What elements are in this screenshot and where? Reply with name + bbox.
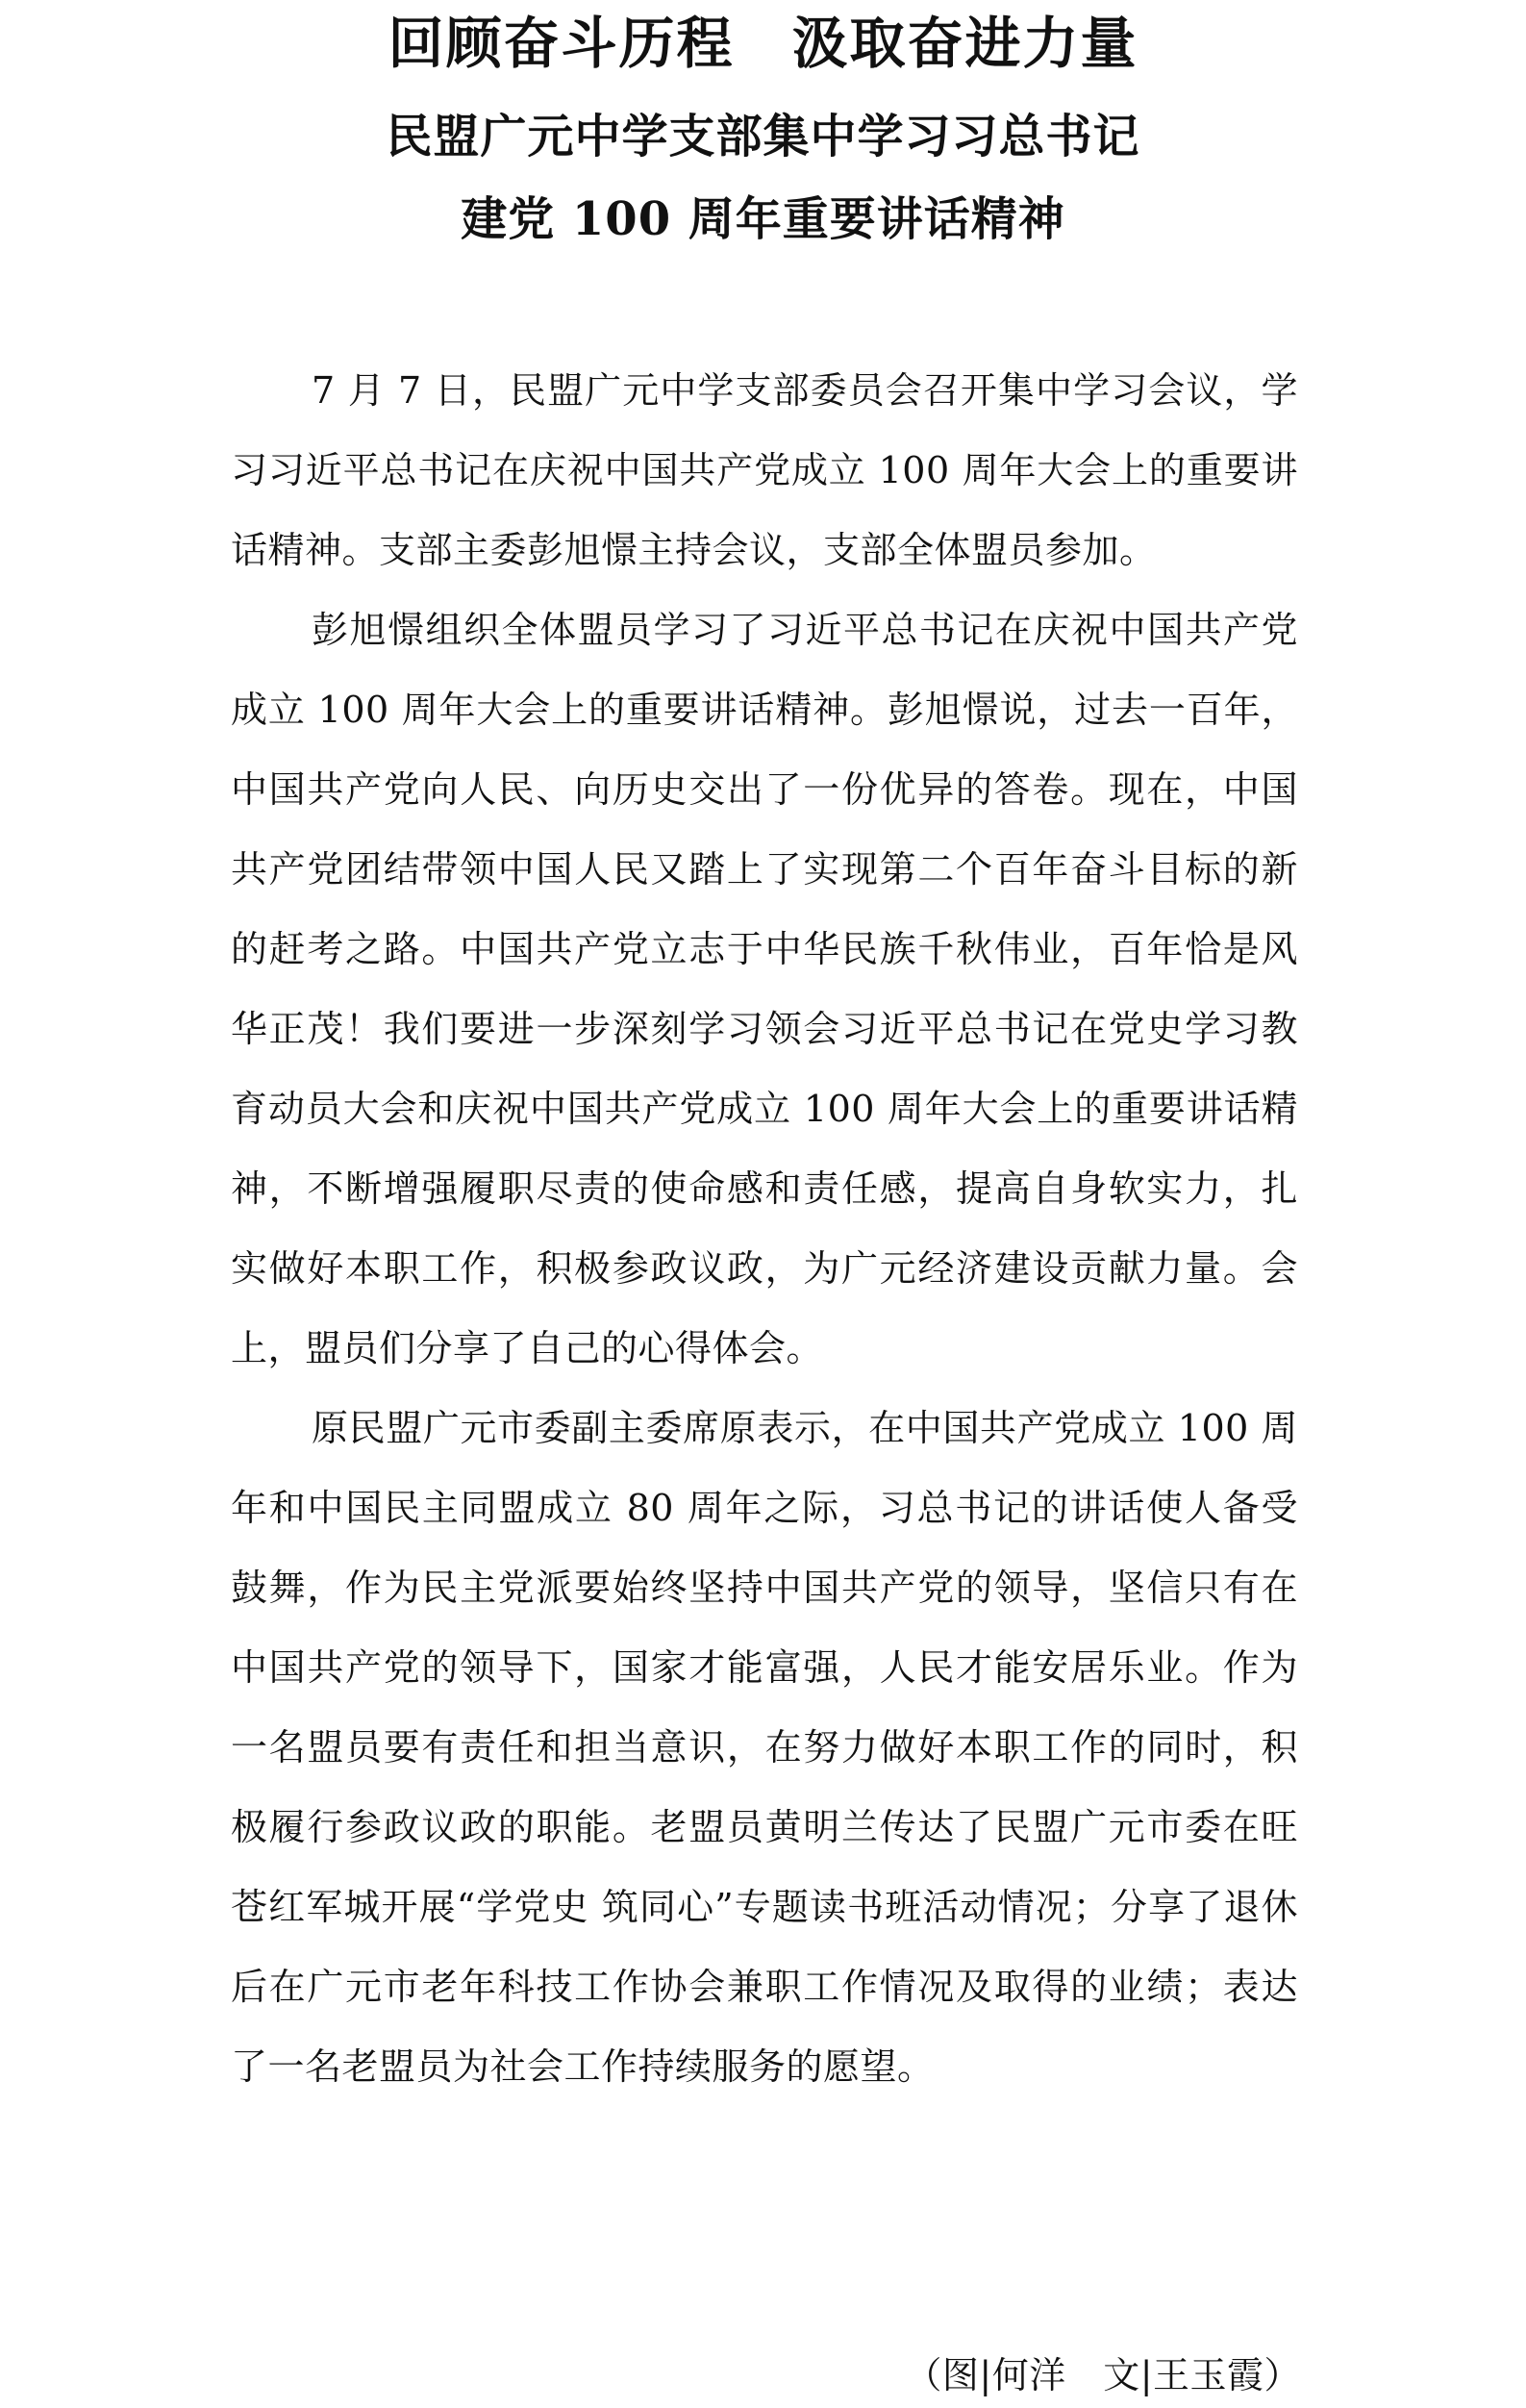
article-paragraph-3: 原民盟广元市委副主委席原表示，在中国共产党成立 100 周年和中国民主同盟成立 80 周年之际，习总书记的讲话使人备受鼓舞，作为民主党派要始终坚持中国共产党的领导，坚信只有在中国共产党的领导下，国家才能富强，人民才能安居乐业。作为一名盟员要有责任和担当意识，在努力做好本职工作的同时，积极履行参政议政的职能。老盟员黄明兰传达了民盟广元市委在旺苍红军城开展“学党史 筑同心”专题读书班活动情况；分享了退休后在广元市老年科技工作协会兼职工作情况及取得的业绩；表达了一名老盟员为社会工作持续服务的愿望。 — [231, 1407, 1298, 2088]
photo-text-credit: （图|何洋 文|王玉霞） — [905, 2354, 1301, 2396]
article-body — [231, 351, 1298, 2107]
article-paragraph-1: 7 月 7 日，民盟广元中学支部委员会召开集中学习会议，学习习近平总书记在庆祝中国共产党成立 100 周年大会上的重要讲话精神。支部主委彭旭憬主持会议，支部全体盟员参加。 — [231, 369, 1298, 571]
article-title: 回顾奋斗历程 汲取奋进力量 — [388, 11, 1138, 76]
article-subtitle-line-2: 建党 100 周年重要讲话精神 — [461, 192, 1065, 246]
article-paragraph-2: 彭旭憬组织全体盟员学习了习近平总书记在庆祝中国共产党成立 100 周年大会上的重要讲话精神。彭旭憬说，过去一百年，中国共产党向人民、向历史交出了一份优异的答卷。现在，中国共产党团结带领中国人民又踏上了实现第二个百年奋斗目标的新的赶考之路。中国共产党立志于中华民族千秋伟业，百年恰是风华正茂！我们要进一步深刻学习领会习近平总书记在党史学习教育动员大会和庆祝中国共产党成立 100 周年大会上的重要讲话精神，不断增强履职尽责的使命感和责任感，提高自身软实力，扎实做好本职工作，积极参政议政，为广元经济建设贡献力量。会上，盟员们分享了自己的心得体会。 — [231, 609, 1298, 1369]
article-subtitle-line-1: 民盟广元中学支部集中学习习总书记 — [386, 110, 1140, 163]
